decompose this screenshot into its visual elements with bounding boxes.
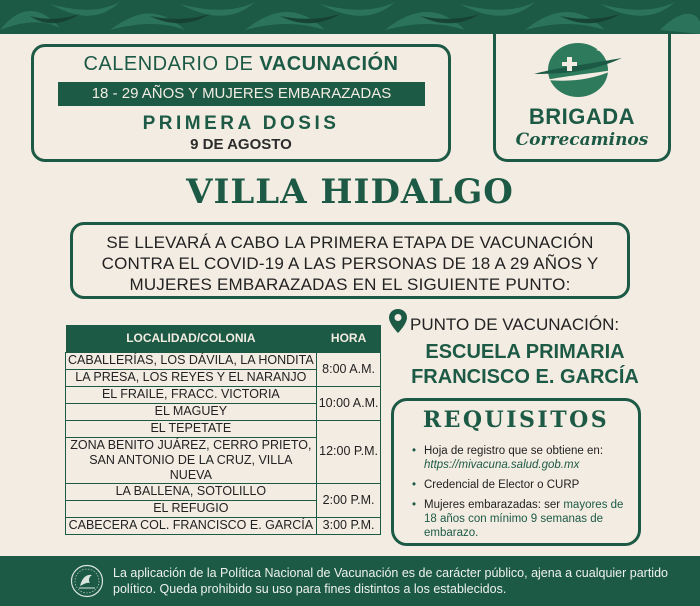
schedule-header-row — [66, 325, 381, 352]
table-row — [66, 483, 381, 500]
locality-cell: EL TEPETATE — [66, 420, 317, 437]
locality-cell: EL REFUGIO — [66, 500, 317, 517]
table-row — [66, 386, 381, 403]
requirements-list — [412, 444, 637, 546]
venue-name — [380, 340, 670, 390]
hour-cell: 3:00 P.M. — [316, 517, 381, 534]
hour-cell: 8:00 A.M. — [316, 352, 381, 386]
list-item — [412, 478, 637, 492]
table-row — [66, 352, 381, 369]
hour-cell: 2:00 P.M. — [316, 483, 381, 517]
requirement-pregnant-accent: mayores de 18 años con mínimo 9 semanas de embarazo. — [424, 499, 624, 539]
calendar-box — [31, 44, 451, 162]
locality-cell: LA BALLENA, SOTOLILLO — [66, 483, 317, 500]
calendar-title-bold: VACUNACIÓN — [259, 53, 399, 75]
location-pin-icon — [389, 309, 407, 333]
venue-name-line-2: FRANCISCO E. GARCÍA — [411, 366, 639, 388]
announcement-line-2: CONTRA EL COVID-19 A LAS PERSONAS DE 18 A 29 AÑOS Y — [101, 254, 599, 273]
announcement-line-1: SE LLEVARÁ A CABO LA PRIMERA ETAPA DE VACUNACIÓN — [106, 233, 594, 252]
roadrunner-logo-icon — [526, 40, 626, 100]
column-header-locality: LOCALIDAD/COLONIA — [66, 325, 317, 352]
footer-disclaimer: La aplicación de la Política Nacional de Vacunación es de carácter público, ajena a cualquier partido político. Queda prohibido su uso para fines distintos a los establecidos. — [113, 566, 668, 596]
calendar-title-light: CALENDARIO DE — [83, 53, 260, 75]
hour-cell: 10:00 A.M. — [316, 386, 381, 420]
locality-cell: EL FRAILE, FRACC. VICTORIA — [66, 386, 317, 403]
locality-cell: ZONA BENITO JUÁREZ, CERRO PRIETO, SAN ANTONIO DE LA CRUZ, VILLA NUEVA — [66, 437, 317, 483]
dose-label: PRIMERA DOSIS — [142, 113, 340, 134]
requirement-id-text: Credencial de Elector o CURP — [424, 479, 580, 491]
venue-name-line-1: ESCUELA PRIMARIA — [425, 341, 625, 363]
hour-cell: 12:00 P.M. — [316, 420, 381, 483]
requirements-box — [391, 398, 641, 546]
requirements-title: REQUISITOS — [422, 407, 610, 433]
decorative-top-band — [0, 0, 700, 34]
foliage-pattern-icon — [0, 0, 700, 34]
town-title: VILLA HIDALGO — [186, 172, 514, 212]
announcement-text — [73, 232, 627, 295]
table-row — [66, 420, 381, 437]
list-item — [412, 498, 637, 540]
schedule-table — [65, 325, 381, 535]
locality-cell: CABALLERÍAS, LOS DÁVILA, LA HONDITA — [66, 352, 317, 369]
list-item — [412, 444, 637, 472]
requirement-registration-text: Hoja de registro que se obtiene en: — [424, 445, 604, 457]
locality-cell: CABECERA COL. FRANCISCO E. GARCÍA — [66, 517, 317, 534]
locality-cell: EL MAGUEY — [66, 403, 317, 420]
calendar-title — [34, 53, 448, 76]
locality-cell: LA PRESA, LOS REYES Y EL NARANJO — [66, 369, 317, 386]
announcement-line-3: MUJERES EMBARAZADAS EN EL SIGUIENTE PUNTO: — [129, 275, 571, 294]
column-header-hour: HORA — [316, 325, 381, 352]
announcement-box — [70, 222, 630, 299]
vaccination-date: 9 DE AGOSTO — [190, 136, 292, 153]
venue-label: PUNTO DE VACUNACIÓN: — [410, 315, 620, 334]
age-group-band: 18 - 29 AÑOS Y MUJERES EMBARAZADAS — [58, 82, 425, 106]
brigade-subtitle: Correcaminos — [515, 130, 649, 150]
brigade-box — [493, 34, 671, 162]
table-row — [66, 517, 381, 534]
registration-link[interactable]: https://mivacuna.salud.gob.mx — [424, 459, 580, 471]
mexico-seal-icon — [70, 564, 104, 598]
requirement-pregnant-text: Mujeres embarazadas: ser — [424, 499, 564, 511]
footer-band — [0, 556, 700, 606]
brigade-title: BRIGADA — [528, 104, 636, 129]
